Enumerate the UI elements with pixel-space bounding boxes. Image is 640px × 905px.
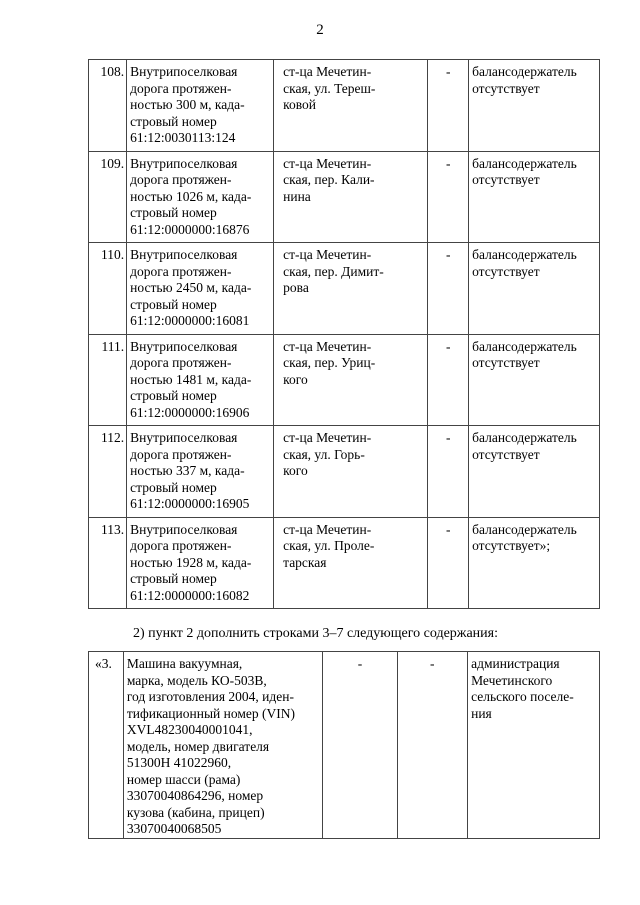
description-line: ностью 300 м, када- — [130, 97, 245, 112]
description-line: Машина вакуумная, — [126, 656, 243, 671]
road-description — [127, 517, 274, 609]
holder-line: отсутствует»; — [472, 538, 551, 553]
balance-holder — [469, 426, 600, 518]
address-line: ст-ца Мечетин- — [283, 155, 372, 171]
description-line: Внутрипоселковая — [130, 247, 238, 262]
address-line: ская, ул. Тереш- — [283, 80, 376, 96]
description-line: ностью 1928 м, када- — [130, 554, 252, 570]
description-line: тификационный номер (VIN) — [126, 705, 295, 721]
description-line: год изготовления 2004, иден- — [126, 689, 294, 704]
table-row — [89, 517, 600, 609]
description-line: 61:12:0000000:16905 — [130, 496, 250, 511]
description-line: Внутрипоселковая — [130, 521, 238, 537]
description-line: 61:12:0000000:16082 — [130, 587, 250, 603]
road-description — [127, 243, 274, 335]
description-line: стровый номер — [130, 296, 217, 312]
holder-line: отсутствует — [472, 355, 540, 370]
balance-holder — [468, 652, 600, 839]
table-row — [89, 243, 600, 335]
description-line: Внутрипоселковая — [130, 155, 238, 171]
road-description — [127, 426, 274, 518]
row-number: 110. — [89, 243, 127, 335]
holder-line: балансодержатель — [472, 155, 577, 171]
table-row — [89, 60, 600, 152]
holder-line: балансодержатель — [472, 64, 577, 79]
description-line: модель, номер двигателя — [126, 738, 270, 754]
description-line: 61:12:0000000:16906 — [130, 404, 250, 420]
dash-cell: - — [397, 652, 468, 839]
balance-holder — [469, 334, 600, 426]
balance-holder — [469, 517, 600, 609]
road-address — [274, 517, 428, 609]
dash-cell: - — [323, 652, 397, 839]
description-line: дорога протяжен- — [130, 538, 232, 553]
description-line: стровый номер — [130, 205, 217, 220]
description-line: ностью 2450 м, када- — [130, 280, 252, 295]
table-row — [89, 334, 600, 426]
table-row — [89, 652, 600, 839]
description-line: дорога протяжен- — [130, 80, 232, 96]
address-line: ская, ул. Проле- — [283, 538, 375, 553]
holder-line: сельского поселе- — [471, 689, 574, 704]
description-line: ностью 337 м, када- — [130, 463, 245, 478]
description-line: 61:12:0000000:16081 — [130, 313, 250, 328]
address-line: ская, пер. Димит- — [283, 263, 384, 279]
description-line: номер шасси (рама) — [126, 771, 241, 787]
address-line: ская, пер. Уриц- — [283, 355, 376, 370]
page-number: 2 — [316, 22, 324, 38]
dash-cell: - — [428, 151, 469, 243]
description-line: XVL48230040001041, — [126, 722, 253, 737]
vehicle-table — [88, 651, 600, 839]
address-line: ст-ца Мечетин- — [283, 521, 372, 537]
holder-line: балансодержатель — [472, 430, 577, 445]
description-line: Внутрипоселковая — [130, 64, 238, 79]
holder-line: отсутствует — [472, 80, 540, 96]
address-line: ст-ца Мечетин- — [283, 430, 372, 445]
description-line: стровый номер — [130, 571, 217, 586]
description-line: Внутрипоселковая — [130, 430, 238, 445]
address-line: кого — [283, 371, 308, 387]
address-line: ст-ца Мечетин- — [283, 247, 372, 262]
holder-line: администрация — [471, 656, 560, 671]
road-address — [274, 426, 428, 518]
row-number: «3. — [89, 652, 124, 839]
address-line: нина — [283, 188, 311, 204]
description-line: 51300Н 41022960, — [126, 755, 232, 770]
holder-line: отсутствует — [472, 172, 540, 187]
road-description — [127, 60, 274, 152]
description-line: 61:12:0030113:124 — [130, 130, 236, 145]
description-line: стровый номер — [130, 113, 217, 129]
holder-line: балансодержатель — [472, 338, 577, 354]
description-line: ностью 1026 м, када- — [130, 188, 252, 204]
description-line: ностью 1481 м, када- — [130, 371, 252, 387]
description-line: марка, модель КО-503В, — [126, 672, 267, 688]
address-line: ская, ул. Горь- — [283, 446, 365, 462]
road-address — [274, 60, 428, 152]
description-line: Внутрипоселковая — [130, 338, 238, 354]
dash-cell: - — [428, 334, 469, 426]
balance-holder — [469, 60, 600, 152]
dash-cell: - — [428, 60, 469, 152]
road-address — [274, 151, 428, 243]
balance-holder — [469, 151, 600, 243]
address-line: ст-ца Мечетин- — [283, 338, 372, 354]
table-row — [89, 426, 600, 518]
amendment-paragraph: 2) пункт 2 дополнить строками 3–7 следующего содержания: — [133, 626, 498, 641]
description-line: стровый номер — [130, 388, 217, 403]
holder-line: отсутствует — [472, 263, 540, 279]
address-line: ст-ца Мечетин- — [283, 64, 372, 79]
address-line: ская, пер. Кали- — [283, 172, 375, 187]
balance-holder — [469, 243, 600, 335]
vehicle-description — [123, 652, 323, 839]
holder-line: отсутствует — [472, 446, 540, 462]
description-line: 61:12:0000000:16876 — [130, 221, 250, 237]
property-table — [88, 59, 600, 609]
address-line: кого — [283, 463, 308, 478]
row-number: 113. — [89, 517, 127, 609]
row-number: 112. — [89, 426, 127, 518]
table-row — [89, 151, 600, 243]
address-line: рова — [283, 280, 309, 295]
description-line: кузова (кабина, прицеп) — [126, 804, 265, 820]
dash-cell: - — [428, 243, 469, 335]
description-line: стровый номер — [130, 479, 217, 495]
road-address — [274, 243, 428, 335]
description-line: дорога протяжен- — [130, 355, 232, 370]
holder-line: балансодержатель — [472, 247, 577, 262]
row-number: 108. — [89, 60, 127, 152]
description-line: дорога протяжен- — [130, 172, 232, 187]
road-address — [274, 334, 428, 426]
holder-line: ния — [471, 705, 492, 721]
address-line: ковой — [283, 97, 317, 112]
description-line: дорога протяжен- — [130, 446, 232, 462]
road-description — [127, 334, 274, 426]
holder-line: Мечетинского — [471, 672, 553, 688]
description-line: дорога протяжен- — [130, 263, 232, 279]
description-line: 33070040864296, номер — [126, 788, 264, 803]
holder-line: балансодержатель — [472, 521, 577, 537]
road-description — [127, 151, 274, 243]
description-line: 33070040068505 — [126, 821, 222, 836]
row-number: 109. — [89, 151, 127, 243]
dash-cell: - — [428, 426, 469, 518]
row-number: 111. — [89, 334, 127, 426]
address-line: тарская — [283, 554, 327, 570]
dash-cell: - — [428, 517, 469, 609]
